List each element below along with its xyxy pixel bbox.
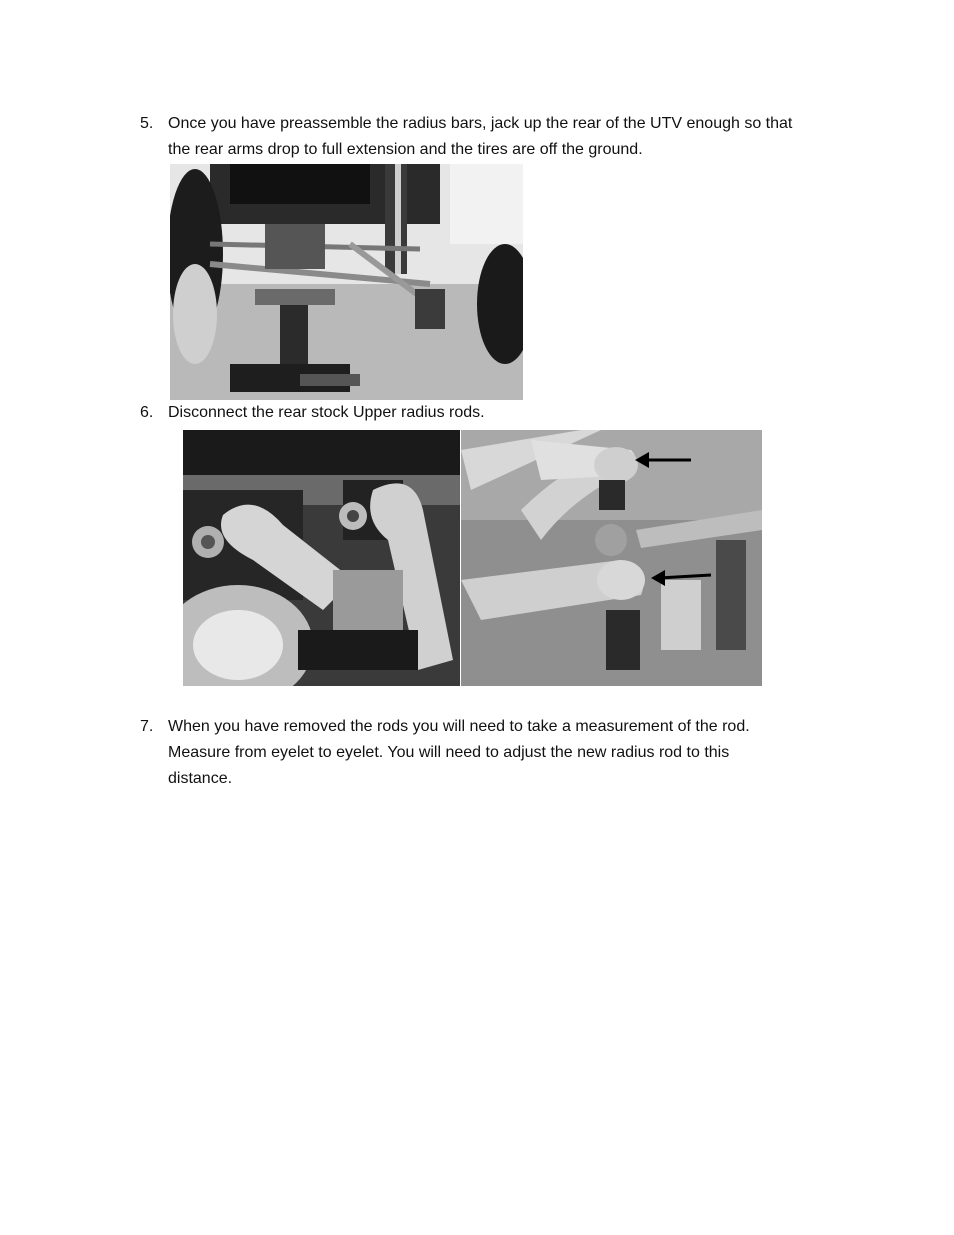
step-text xyxy=(168,714,848,792)
radius-rod-arrows-photo xyxy=(461,430,762,686)
step-line: Disconnect the rear stock Upper radius rods. xyxy=(168,404,485,421)
radius-rod-bolts-photo xyxy=(183,430,460,686)
step-number: 6. xyxy=(140,404,154,421)
step-line: Once you have preassemble the radius bars, jack up the rear of the UTV enough so that xyxy=(168,115,793,132)
step-line: the rear arms drop to full extension and the tires are off the ground. xyxy=(168,141,643,158)
step-number: 5. xyxy=(140,115,154,132)
utv-on-jack-photo xyxy=(170,164,523,400)
step-line: distance. xyxy=(168,770,233,787)
step-line: When you have removed the rods you will need to take a measurement of the rod. xyxy=(168,718,750,735)
step-number: 7. xyxy=(140,718,154,735)
step-line: Measure from eyelet to eyelet. You will need to adjust the new radius rod to this xyxy=(168,744,730,761)
step-text xyxy=(168,111,848,163)
step-text xyxy=(168,400,848,426)
